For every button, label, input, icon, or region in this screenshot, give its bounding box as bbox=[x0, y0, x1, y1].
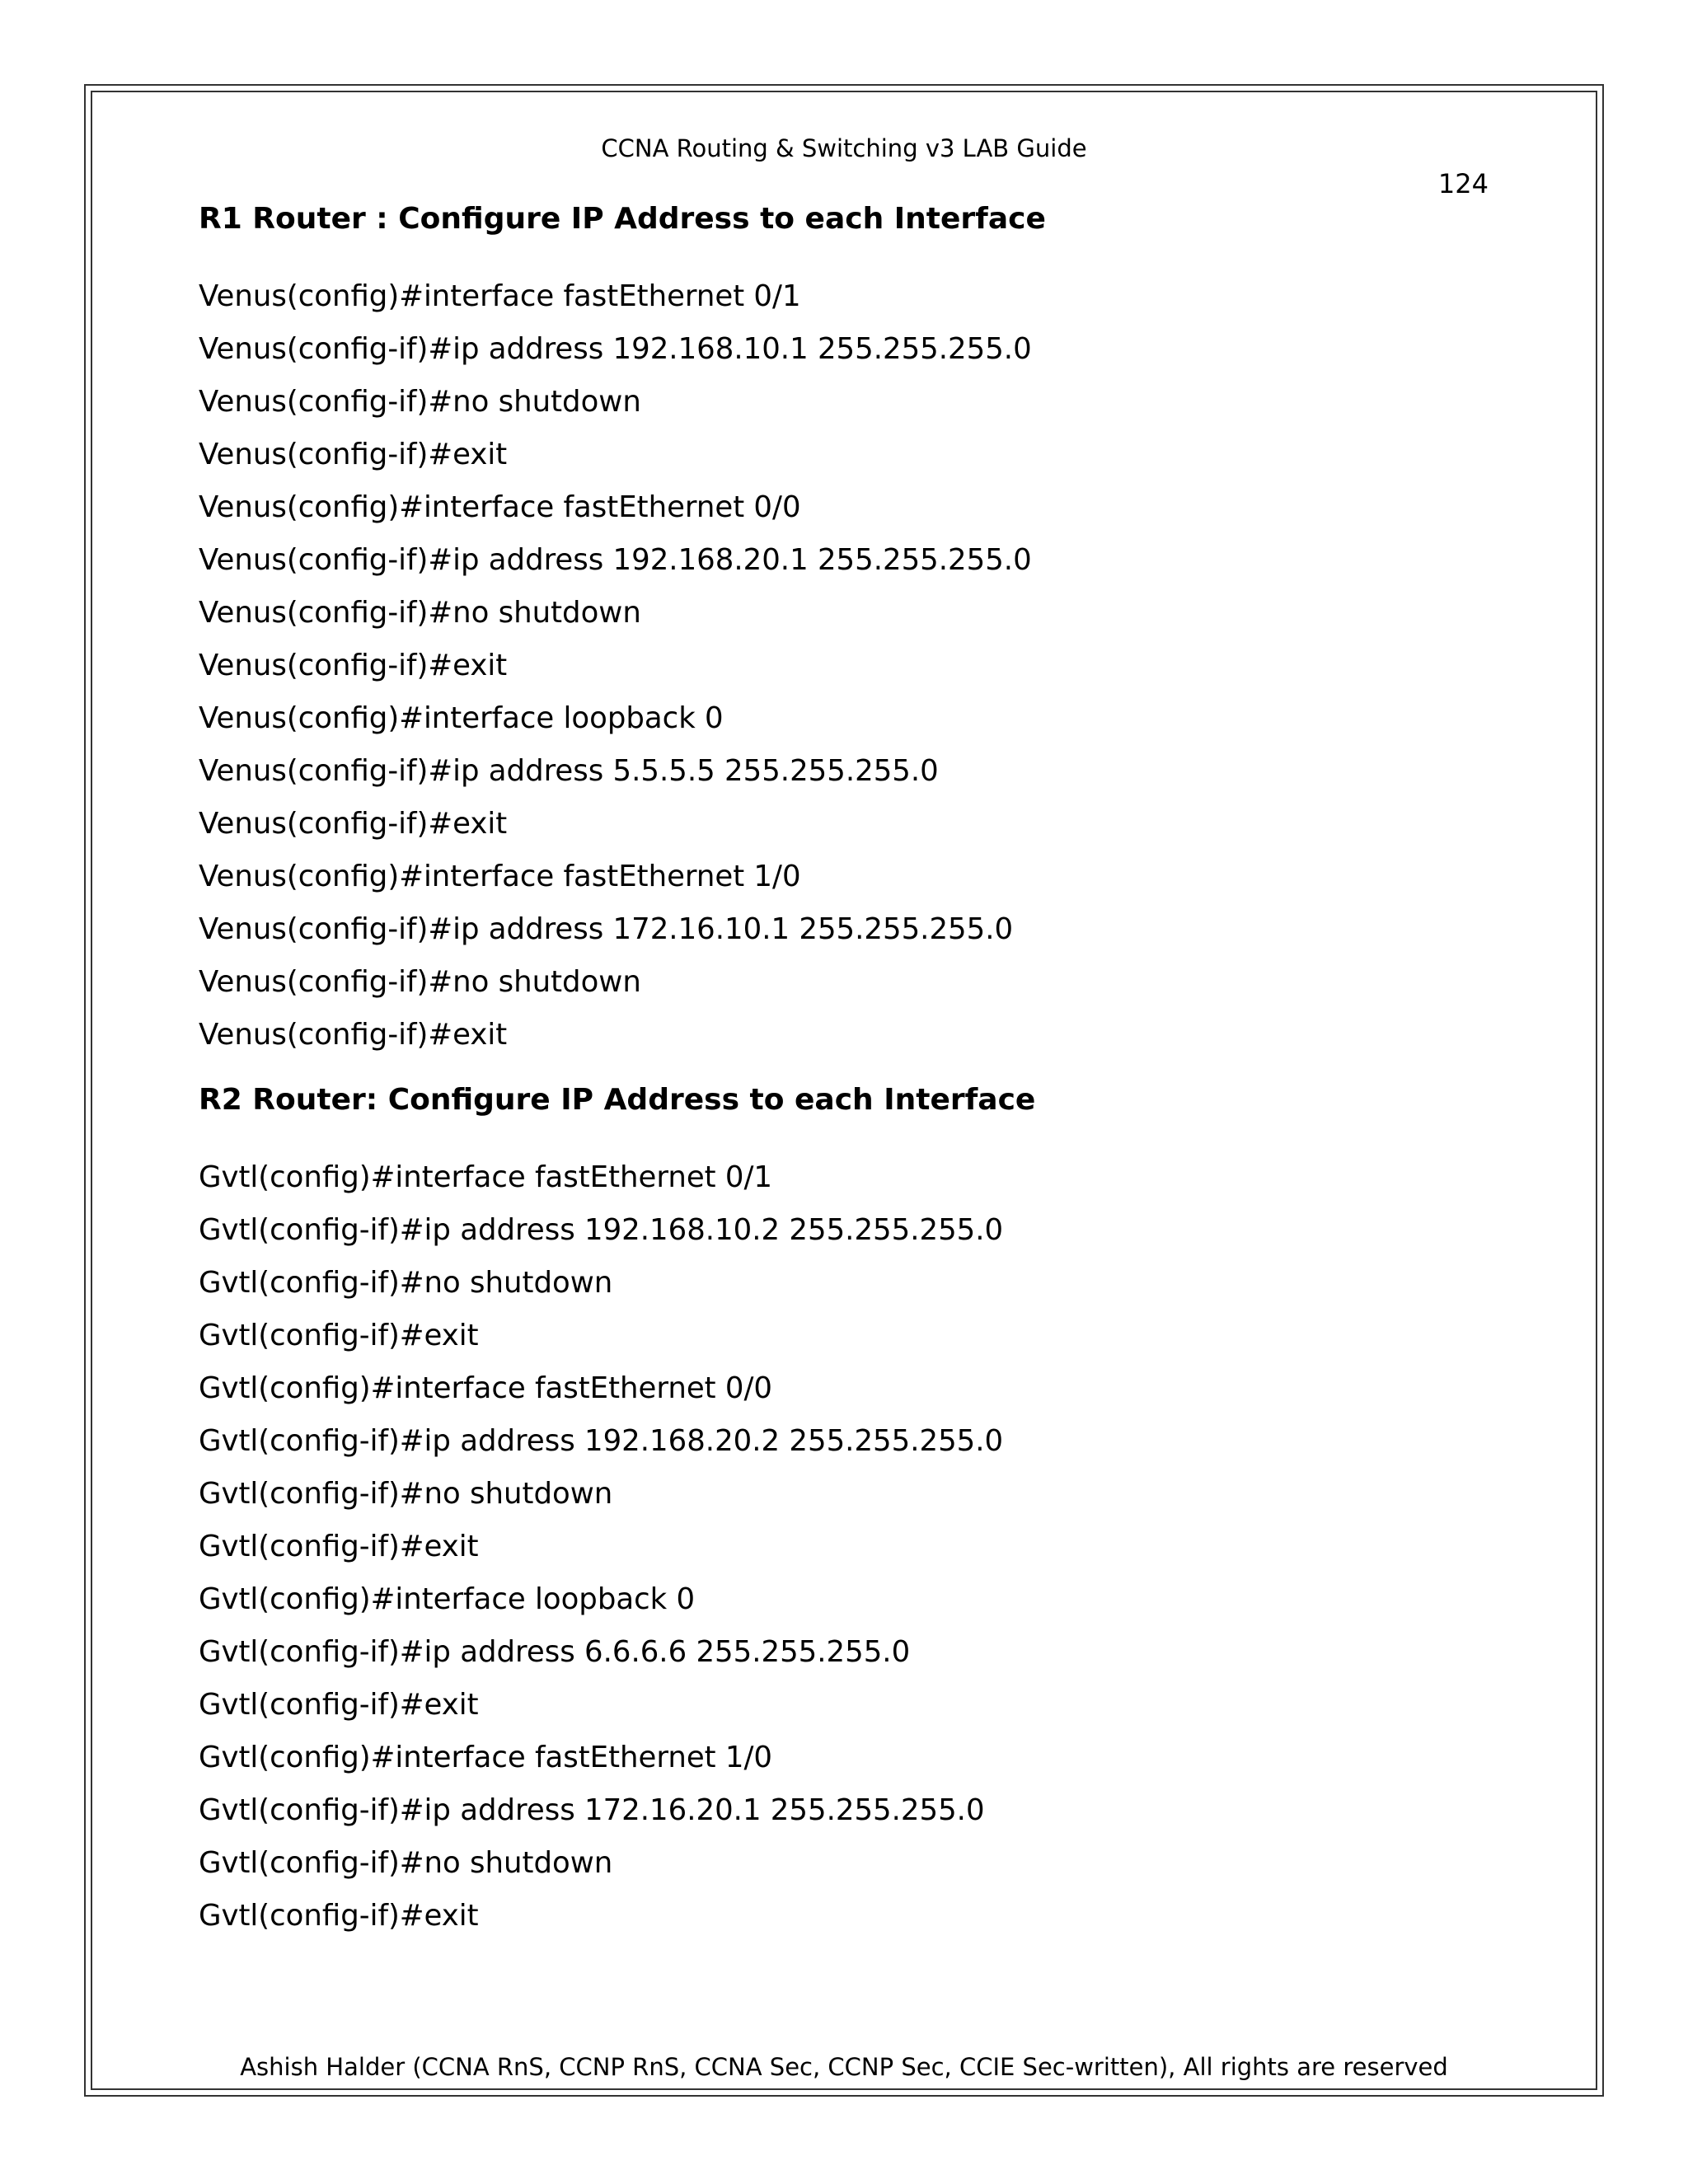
config-line: Gvtl(config-if)#ip address 6.6.6.6 255.255.255.0 bbox=[199, 1635, 911, 1669]
config-line: Venus(config-if)#no shutdown bbox=[199, 385, 641, 419]
config-line: Gvtl(config-if)#no shutdown bbox=[199, 1846, 613, 1880]
r2-config-commands bbox=[199, 1151, 1517, 1943]
page-footer: Ashish Halder (CCNA RnS, CCNP RnS, CCNA Sec, CCNP Sec, CCIE Sec-written), All rights are reserved bbox=[240, 2053, 1448, 2081]
config-line: Venus(config-if)#ip address 192.168.20.1 255.255.255.0 bbox=[199, 543, 1032, 577]
config-line: Gvtl(config)#interface fastEthernet 0/1 bbox=[199, 1160, 772, 1194]
section-heading-r1: R1 Router : Configure IP Address to each Interface bbox=[199, 202, 1046, 236]
page-number: 124 bbox=[1437, 168, 1489, 199]
config-line: Gvtl(config)#interface fastEthernet 1/0 bbox=[199, 1741, 772, 1774]
config-line: Gvtl(config-if)#exit bbox=[199, 1530, 479, 1563]
config-line: Gvtl(config-if)#ip address 172.16.20.1 255.255.255.0 bbox=[199, 1793, 985, 1827]
config-line: Gvtl(config-if)#no shutdown bbox=[199, 1266, 613, 1300]
config-line: Gvtl(config-if)#exit bbox=[199, 1688, 479, 1722]
r1-config-commands bbox=[199, 270, 1517, 1062]
config-line: Venus(config-if)#no shutdown bbox=[199, 965, 641, 999]
config-line: Gvtl(config-if)#exit bbox=[199, 1899, 479, 1933]
config-line: Gvtl(config-if)#ip address 192.168.20.2 255.255.255.0 bbox=[199, 1424, 1004, 1458]
config-line: Gvtl(config)#interface fastEthernet 0/0 bbox=[199, 1371, 772, 1405]
document-header-title: CCNA Routing & Switching v3 LAB Guide bbox=[601, 134, 1087, 162]
config-line: Gvtl(config-if)#no shutdown bbox=[199, 1477, 613, 1511]
config-line: Venus(config)#interface fastEthernet 1/0 bbox=[199, 860, 801, 893]
config-line: Venus(config-if)#exit bbox=[199, 438, 508, 471]
config-line: Gvtl(config)#interface loopback 0 bbox=[199, 1582, 696, 1616]
config-line: Venus(config-if)#ip address 5.5.5.5 255.255.255.0 bbox=[199, 754, 939, 788]
config-line: Venus(config-if)#no shutdown bbox=[199, 596, 641, 630]
config-line: Venus(config-if)#ip address 192.168.10.1 255.255.255.0 bbox=[199, 332, 1032, 366]
config-line: Venus(config-if)#exit bbox=[199, 1018, 508, 1052]
config-line: Gvtl(config-if)#exit bbox=[199, 1319, 479, 1352]
config-line: Venus(config)#interface fastEthernet 0/1 bbox=[199, 279, 801, 313]
config-line: Venus(config)#interface loopback 0 bbox=[199, 701, 724, 735]
config-line: Venus(config)#interface fastEthernet 0/0 bbox=[199, 490, 801, 524]
config-line: Venus(config-if)#exit bbox=[199, 649, 508, 682]
config-line: Venus(config-if)#ip address 172.16.10.1 255.255.255.0 bbox=[199, 912, 1014, 946]
config-line: Venus(config-if)#exit bbox=[199, 807, 508, 841]
config-line: Gvtl(config-if)#ip address 192.168.10.2 255.255.255.0 bbox=[199, 1213, 1004, 1247]
section-heading-r2: R2 Router: Configure IP Address to each Interface bbox=[199, 1083, 1036, 1117]
page-content bbox=[199, 198, 1517, 1943]
